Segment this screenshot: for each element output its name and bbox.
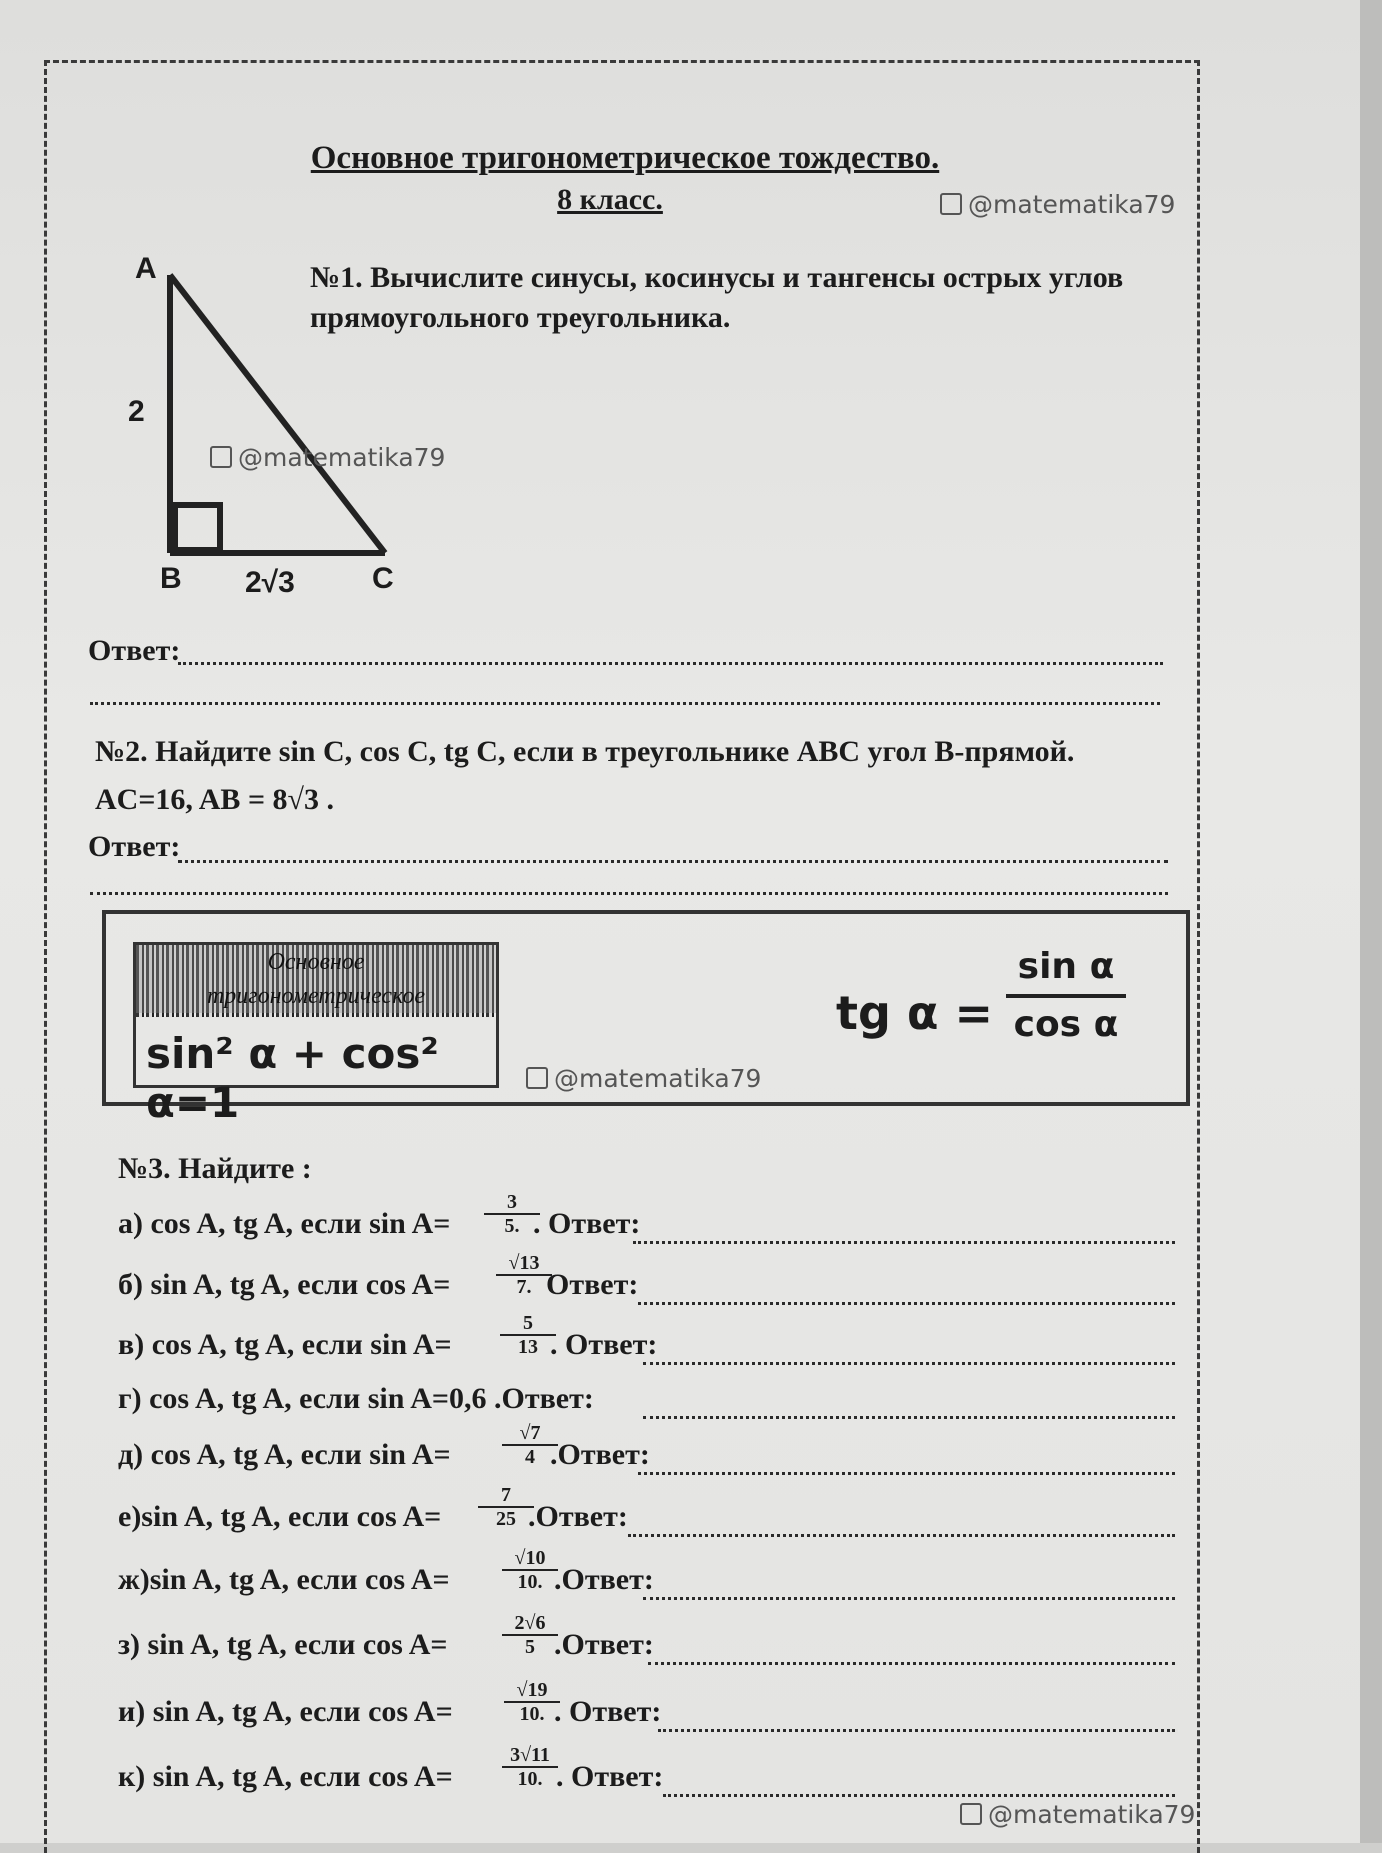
task3-row-text: б) sin A, tg A, если cos A= <box>118 1268 451 1301</box>
fraction-denominator: 10. <box>517 1571 543 1593</box>
fraction-denominator: 5 <box>525 1636 535 1658</box>
task2-line1: №2. Найдите sin C, cos C, tg C, если в треугольнике ABC угол B-прямой. <box>95 735 1075 768</box>
task3-row-fraction <box>502 1744 558 1790</box>
task3-row-text: и) sin A, tg A, если cos A= <box>118 1695 453 1728</box>
watermark-box: @matematika79 <box>526 1064 761 1093</box>
task1-text: №1. Вычислите синусы, косинусы и тангенсы острых углов прямоугольного треугольника. <box>310 261 1124 334</box>
fraction-denominator: 13 <box>518 1336 538 1358</box>
side-ab-label: 2 <box>128 395 145 428</box>
task3-row-text: ж)sin A, tg A, если cos A= <box>118 1563 450 1596</box>
task3-row-text: к) sin A, tg A, если cos A= <box>118 1760 453 1793</box>
task2-answer-line-2[interactable] <box>90 892 1168 895</box>
task1-answer-label: Ответ: <box>88 634 181 667</box>
fraction-denominator: 10. <box>519 1703 545 1725</box>
fraction-numerator: √10 <box>514 1547 546 1569</box>
identity-banner <box>136 945 496 1017</box>
fraction-numerator: 3√11 <box>510 1744 550 1766</box>
task3-row-text: а) cos A, tg A, если sin A= <box>118 1207 451 1240</box>
task3-answer-line[interactable] <box>643 1597 1175 1600</box>
task3-answer-label: . Ответ: <box>554 1695 662 1728</box>
task3-row-fraction <box>502 1547 558 1593</box>
task3-answer-label: .Ответ: <box>528 1500 628 1533</box>
fraction-numerator: √13 <box>508 1252 540 1274</box>
task2-line2: AC=16, AB = 8√3 . <box>95 783 335 816</box>
task3-answer-label: . Ответ: <box>556 1760 664 1793</box>
paper-edge <box>1360 0 1382 1843</box>
watermark-top: @matematika79 <box>940 190 1175 219</box>
task2-text <box>95 728 1165 824</box>
tangent-fraction <box>1006 944 1126 1048</box>
task3-row-fraction <box>496 1252 552 1298</box>
fraction-numerator: √19 <box>516 1679 548 1701</box>
fraction-denominator: 4 <box>525 1446 535 1468</box>
task3-answer-label: . Ответ: <box>550 1328 658 1361</box>
task3-answer-line[interactable] <box>643 1416 1175 1419</box>
fraction-numerator: 7 <box>501 1484 511 1506</box>
task1-answer-line[interactable] <box>178 662 1163 665</box>
formula-box <box>102 910 1190 1127</box>
grade-label: 8 класс. <box>557 183 663 216</box>
task3-row-text: г) cos A, tg A, если sin A=0,6 .Ответ: <box>118 1382 594 1415</box>
task3-answer-label: .Ответ: <box>550 1438 650 1471</box>
right-triangle-diagram <box>120 250 400 570</box>
right-angle-mark <box>175 505 220 550</box>
task3-heading: №3. Найдите : <box>118 1152 312 1185</box>
task3-answer-label: .Ответ: <box>554 1628 654 1661</box>
telegram-icon <box>526 1067 548 1089</box>
watermark-bottom: @matematika79 <box>960 1800 1195 1829</box>
tangent-numerator: sin α <box>1017 946 1115 987</box>
identity-card <box>133 942 499 1127</box>
telegram-icon <box>960 1803 982 1825</box>
task3-answer-line[interactable] <box>663 1794 1175 1797</box>
task3-row-fraction <box>478 1484 534 1530</box>
task3-row-text: д) cos A, tg A, если sin A= <box>118 1438 451 1471</box>
vertex-b: B <box>160 562 182 595</box>
task1-answer-line-2[interactable] <box>90 702 1160 705</box>
banner-line1: Основное <box>136 945 496 979</box>
task3-answer-line[interactable] <box>643 1362 1175 1365</box>
watermark-triangle: @matematika79 <box>210 443 445 472</box>
task3-answer-label: . Ответ: <box>533 1207 641 1240</box>
task3-answer-line[interactable] <box>638 1302 1175 1305</box>
page-title: Основное тригонометрическое тождество. <box>310 140 940 176</box>
fraction-numerator: √7 <box>519 1422 541 1444</box>
task3-row-fraction <box>500 1312 556 1358</box>
fraction-denominator: 5. <box>504 1215 520 1237</box>
tangent-denominator: cos α <box>1013 1004 1119 1045</box>
pythagorean-identity: sin² α + cos² α=1 <box>146 1029 439 1127</box>
vertex-a: A <box>135 252 157 285</box>
fraction-numerator: 5 <box>523 1312 533 1334</box>
tangent-formula-left: tg α = <box>836 986 994 1040</box>
task3-row-fraction <box>504 1679 560 1725</box>
task3-answer-line[interactable] <box>628 1534 1175 1537</box>
side-ac <box>170 275 385 553</box>
task3-answer-line[interactable] <box>648 1662 1175 1665</box>
fraction-denominator: 25 <box>496 1508 516 1530</box>
telegram-icon <box>940 193 962 215</box>
task3-row-text: в) cos A, tg A, если sin A= <box>118 1328 452 1361</box>
task2-answer-line[interactable] <box>178 860 1168 863</box>
task3-answer-label: .Ответ: <box>554 1563 654 1596</box>
fraction-denominator: 7. <box>516 1276 532 1298</box>
fraction-numerator: 2√6 <box>514 1612 546 1634</box>
task3-row-text: е)sin A, tg A, если cos A= <box>118 1500 442 1533</box>
task2-answer-label: Ответ: <box>88 830 181 863</box>
fraction-numerator: 3 <box>507 1191 517 1213</box>
banner-line2: тригонометрическое <box>136 979 496 1013</box>
task3-answer-line[interactable] <box>658 1729 1175 1732</box>
task3-answer-line[interactable] <box>633 1241 1175 1244</box>
task3-answer-line[interactable] <box>638 1472 1175 1475</box>
vertex-c: C <box>372 562 394 595</box>
side-bc-label: 2√3 <box>245 566 295 599</box>
task3-answer-label: Ответ: <box>546 1268 639 1301</box>
task3-row-fraction <box>484 1191 540 1237</box>
task3-row-text: з) sin A, tg A, если cos A= <box>118 1628 448 1661</box>
fraction-denominator: 10. <box>517 1768 543 1790</box>
task3-row-fraction <box>502 1612 558 1658</box>
telegram-icon <box>210 446 232 468</box>
fraction-bar <box>1006 994 1126 998</box>
